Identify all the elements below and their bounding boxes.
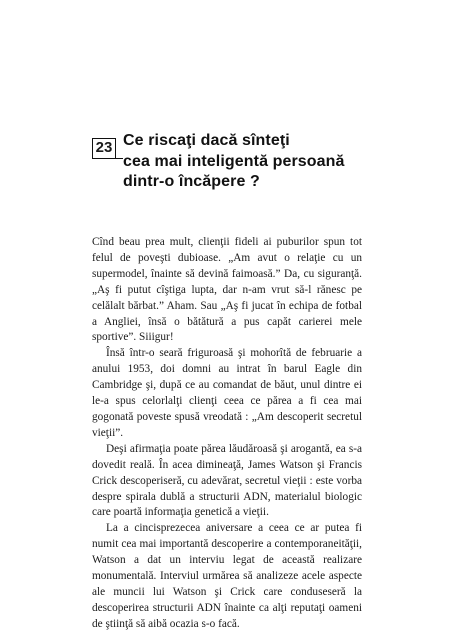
body-text <box>92 235 362 633</box>
paragraph: Deşi afirmaţia poate părea lăudăroasă şi arogantă, ea s-a dovedit reală. În acea dimineaţă, James Watson şi Francis Crick descoperiseră, cu adevărat, secretul vieţii : este vorba despre spirala dublă a structurii ADN, materialul biologic care poartă informaţia genetică a vieţii. <box>92 442 362 519</box>
chapter-title-line: cea mai inteligentă persoană <box>123 152 345 170</box>
paragraph: Cînd beau prea mult, clienţii fideli ai puburilor spun tot felul de poveşti dubioase. „Am avut o relaţie cu un supermodel, înainte să devină faimoasă.” Da, cu siguranţă. „Aş fi putut cîştiga lupta, dar n-am vrut să-l rănesc pe celălalt bărbat.” Aham. Sau „Aş fi jucat în echipa de fotbal a Angliei, însă o bătătură a pus capăt carierei mele sportive”. Siiigur! <box>92 236 362 344</box>
chapter-rule <box>92 158 123 159</box>
paragraph: La a cincisprezecea aniversare a ceea ce ar putea fi numit cea mai importantă descoperire a contemporaneităţii, Watson a dat un interviu legat de această realizare monumentală. Interviul urmărea să analizeze acele aspecte ale muncii lui Watson şi Crick care conduseseră la descoperirea structurii ADN înainte ca alţi reputaţi oameni de ştiinţă să aibă ocazia s-o facă. <box>92 522 362 630</box>
chapter-title <box>123 131 345 193</box>
chapter-title-line: Ce riscaţi dacă sînteţi <box>123 132 290 149</box>
chapter-number: 23 <box>92 138 116 159</box>
paragraph: Însă într-o seară friguroasă şi mohorîtă de februarie a anului 1953, doi domni au intrat în barul Eagle din Cambridge şi, după ce au comandat de băut, unul dintre ei le-a spus celorlalţi clienţi ceea ce părea a fi cea mai gogonată poveste spusă vreodată : „Am descoperit secretul vieţii”. <box>92 347 362 439</box>
chapter-title-line: dintr-o încăpere ? <box>123 173 260 190</box>
